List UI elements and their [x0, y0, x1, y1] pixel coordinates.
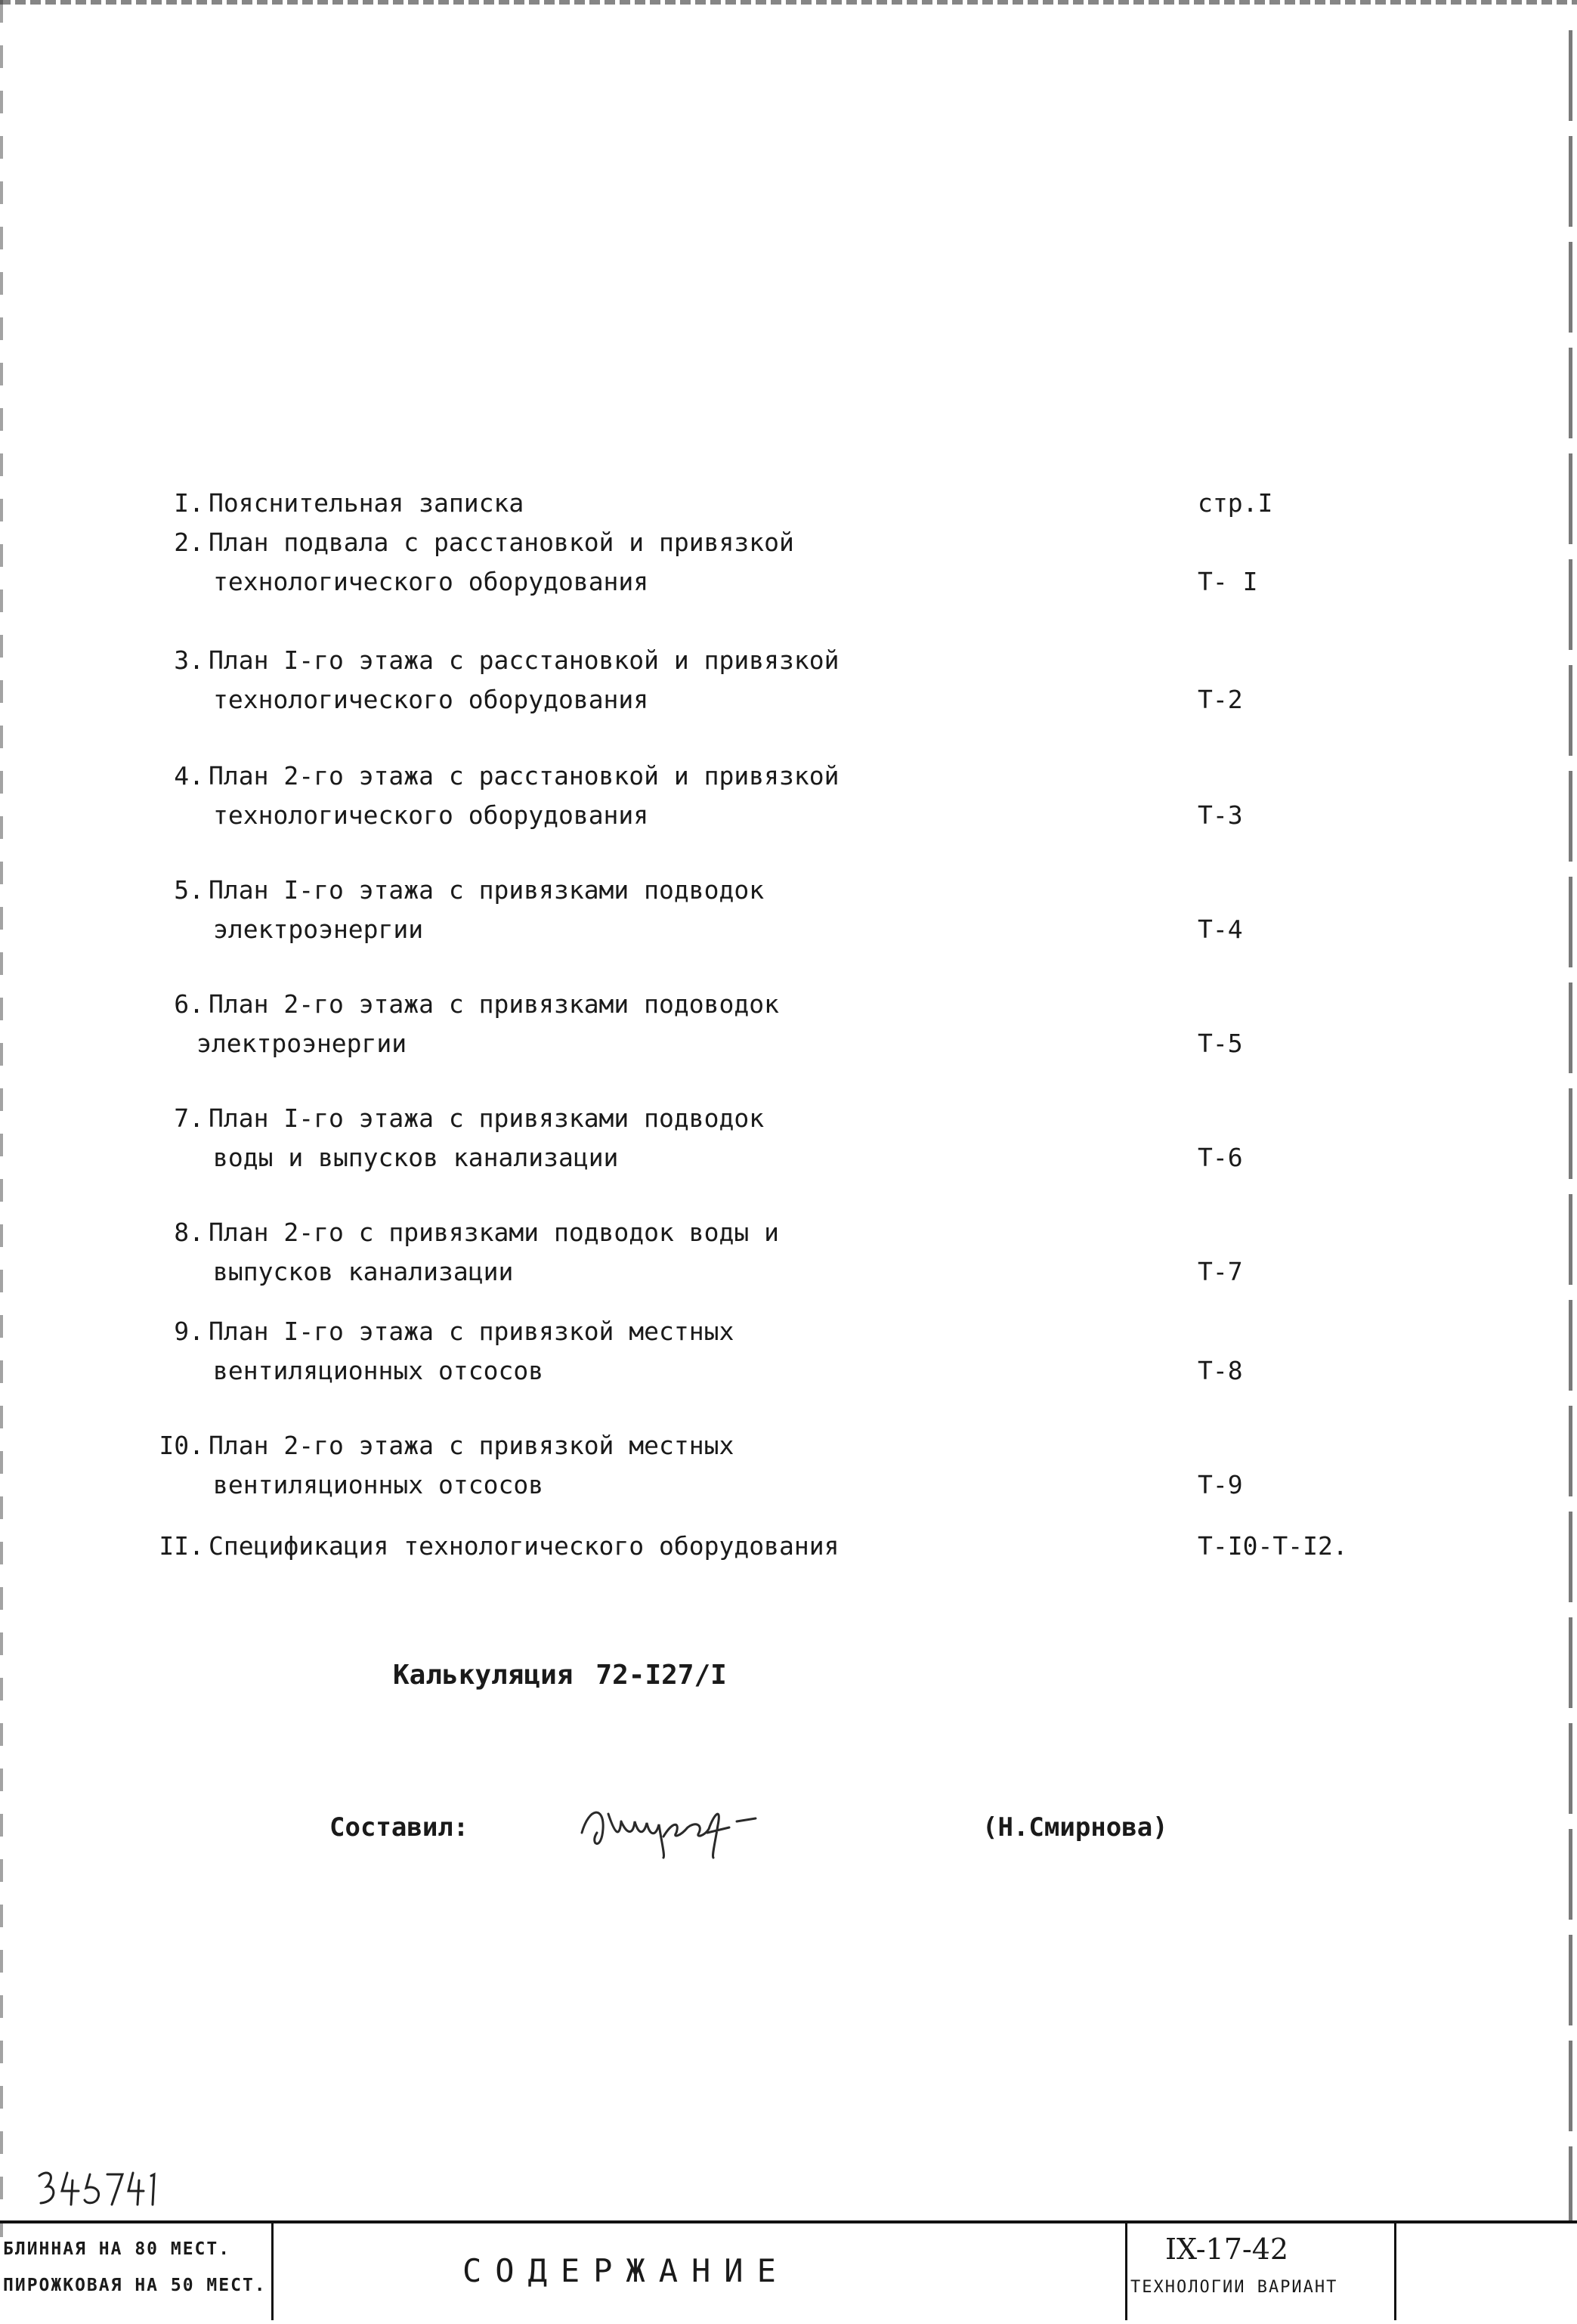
toc-item: [151, 641, 1405, 719]
calculation-label: Калькуляция: [393, 1660, 574, 1691]
toc-item-page: Т-3: [1198, 800, 1243, 830]
project-code-cell: [1127, 2223, 1396, 2320]
toc-item-title: Пояснительная записка: [209, 488, 524, 518]
toc-item-title: План I-го этажа с привязкой местных: [209, 1317, 734, 1346]
scan-edge-top: [0, 0, 1577, 5]
toc-item: [151, 523, 1405, 602]
toc-item-number: 3.: [174, 645, 204, 675]
toc-item-number: 2.: [174, 528, 204, 557]
toc-item-title-cont: электроэнергии: [196, 1029, 407, 1058]
compiler-name: (Н.Смирнова): [982, 1812, 1168, 1843]
toc-item-page: Т-I0-Т-I2.: [1198, 1531, 1348, 1561]
toc-item-page: Т-8: [1198, 1356, 1243, 1385]
toc-item-number: II.: [159, 1531, 204, 1561]
compiled-by-label: Составил:: [329, 1812, 469, 1843]
toc-item: [151, 1099, 1405, 1177]
project-name-line-2: ПИРОЖКОВАЯ НА 50 МЕСТ.: [3, 2276, 267, 2295]
handwritten-signature: [574, 1791, 771, 1859]
toc-item: [151, 1426, 1405, 1505]
toc-item-page: Т- I: [1198, 567, 1258, 596]
project-name-cell: [0, 2223, 274, 2320]
toc-item-title: План I-го этажа с привязками подводок: [209, 1103, 765, 1133]
toc-item-title-cont: вентиляционных отсосов: [213, 1356, 544, 1385]
sheet-number-cell: [1396, 2223, 1577, 2320]
toc-item-title-cont: выпусков канализации: [213, 1257, 514, 1286]
toc-item-number: 5.: [174, 875, 204, 905]
toc-item: [151, 1312, 1405, 1391]
toc-item: [151, 1213, 1405, 1292]
toc-item-title-cont: технологического оборудования: [213, 567, 649, 596]
toc-item-page: Т-6: [1198, 1143, 1243, 1172]
toc-item-title: План 2-го этажа с привязками подоводок: [209, 989, 779, 1019]
toc-item-page: Т-2: [1198, 685, 1243, 714]
toc-item-title: Спецификация технологического оборудования: [209, 1531, 840, 1561]
toc-item-title-cont: вентиляционных отсосов: [213, 1470, 544, 1499]
toc-item: [151, 871, 1405, 949]
toc-item-page: Т-5: [1198, 1029, 1243, 1058]
table-of-contents: [151, 484, 1405, 1566]
toc-item-title-cont: технологического оборудования: [213, 685, 649, 714]
toc-item-title-cont: воды и выпусков канализации: [213, 1143, 619, 1172]
toc-item-number: I0.: [159, 1431, 204, 1460]
project-variant: ТЕХНОЛОГИИ ВАРИАНТ: [1130, 2278, 1338, 2297]
scan-edge-right: [1569, 30, 1572, 2222]
toc-item: [151, 985, 1405, 1063]
toc-item-number: 7.: [174, 1103, 204, 1133]
toc-item-title-cont: технологического оборудования: [213, 800, 649, 830]
toc-item-page: стр.I: [1198, 488, 1273, 518]
toc-item-page: Т-4: [1198, 914, 1243, 944]
toc-item-page: Т-7: [1198, 1257, 1243, 1286]
toc-item-title: План подвала с расстановкой и привязкой: [209, 528, 794, 557]
toc-item-number: 4.: [174, 761, 204, 791]
toc-item-title: План I-го этажа с привязками подводок: [209, 875, 765, 905]
sheet-title-cell: [274, 2223, 1127, 2320]
toc-item-number: 9.: [174, 1317, 204, 1346]
scan-edge-left: [0, 0, 3, 2237]
calculation-reference: [393, 1660, 727, 1691]
toc-item-number: 6.: [174, 989, 204, 1019]
toc-item: [151, 757, 1405, 835]
project-name-line-1: БЛИННАЯ НА 80 МЕСТ.: [3, 2239, 231, 2259]
toc-item-title: План 2-го этажа с привязкой местных: [209, 1431, 734, 1460]
toc-item-title-cont: электроэнергии: [213, 914, 424, 944]
handwritten-archive-number: [33, 2165, 162, 2211]
calculation-number: 72-I27/I: [595, 1660, 727, 1691]
toc-item-title: План I-го этажа с расстановкой и привязкой: [209, 645, 840, 675]
toc-item-page: Т-9: [1198, 1470, 1243, 1499]
toc-item-title: План 2-го с привязками подводок воды и: [209, 1218, 779, 1247]
toc-item-number: I.: [174, 488, 204, 518]
sheet-title: СОДЕРЖАНИЕ: [462, 2252, 790, 2289]
title-block: [0, 2220, 1577, 2323]
toc-item: [151, 484, 1405, 523]
project-code: IX-17-42: [1165, 2233, 1289, 2266]
toc-item-number: 8.: [174, 1218, 204, 1247]
toc-item-title: План 2-го этажа с расстановкой и привязкой: [209, 761, 840, 791]
toc-item: [151, 1527, 1405, 1566]
